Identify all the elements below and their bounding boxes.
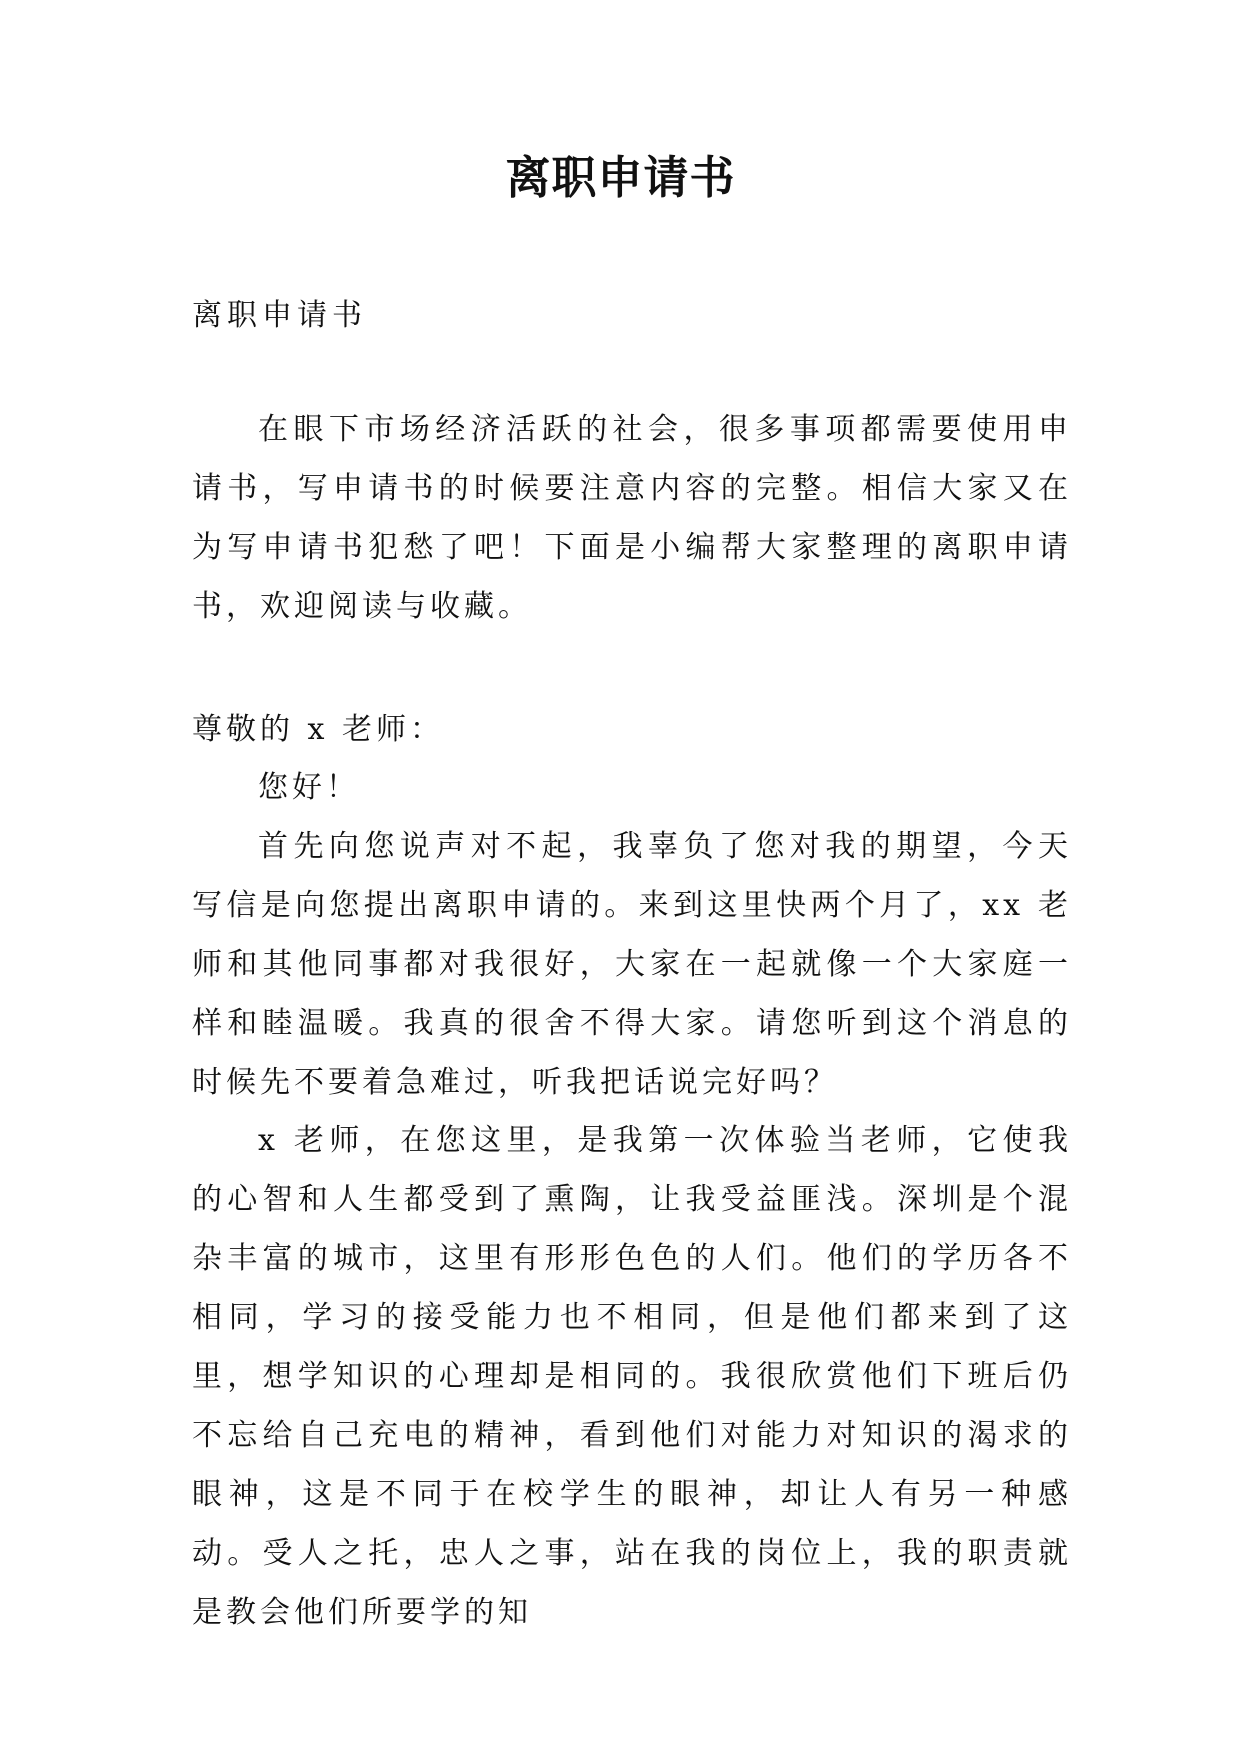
document-title: 离职申请书 bbox=[505, 151, 736, 204]
letter-salutation: 尊敬的 x 老师： bbox=[192, 712, 444, 747]
letter-greeting: 您好！ bbox=[258, 770, 360, 805]
document-subtitle: 离职申请书 bbox=[192, 298, 367, 333]
body-paragraph: x 老师，在您这里，是我第一次体验当老师，它使我的心智和人生都受到了熏陶，让我受益匪浅。深圳是个混杂丰富的城市，这里有形形色色的人们。他们的学历各不相同，学习的接受能力也不相同，但是他们都来到了这里，想学知识的心理却是相同的。我很欣赏他们下班后仍不忘给自己充电的精神，看到他们对能力对知识的渴求的眼神，这是不同于在校学生的眼神，却让人有另一种感动。受人之托，忠人之事，站在我的岗位上，我的职责就是教会他们所要学的知 bbox=[192, 1123, 1072, 1630]
body-paragraph: 首先向您说声对不起，我辜负了您对我的期望，今天写信是向您提出离职申请的。来到这里快两个月了，xx 老师和其他同事都对我很好，大家在一起就像一个大家庭一样和睦温暖。我真的很舍不得大家。请您听到这个消息的时候先不要着急难过，听我把话说完好吗？ bbox=[192, 829, 1072, 1100]
intro-paragraph: 在眼下市场经济活跃的社会，很多事项都需要使用申请书，写申请书的时候要注意内容的完整。相信大家又在为写申请书犯愁了吧！下面是小编帮大家整理的离职申请书，欢迎阅读与收藏。 bbox=[192, 412, 1072, 624]
